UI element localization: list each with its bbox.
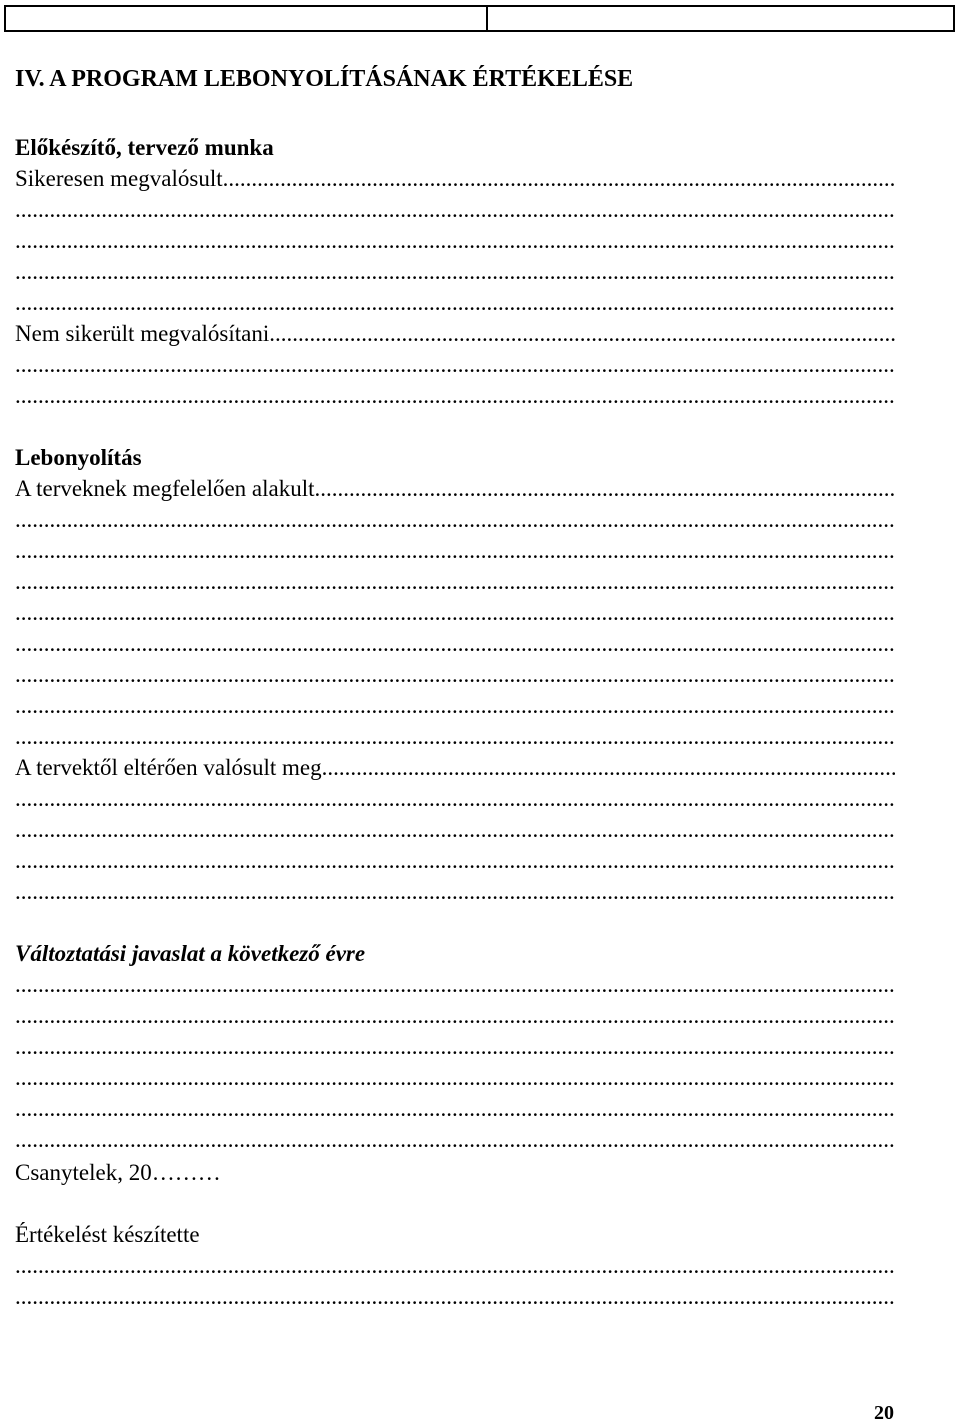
dotted-line[interactable] xyxy=(15,225,895,256)
dotted-line[interactable] xyxy=(15,628,895,659)
suggestion-heading: Változtatási javaslat a következő évre xyxy=(15,941,366,966)
dotted-fill xyxy=(322,752,895,783)
signature-line[interactable] xyxy=(15,1250,895,1281)
header-cell-right xyxy=(488,7,953,30)
dotted-line[interactable] xyxy=(15,535,895,566)
dotted-line[interactable] xyxy=(15,876,895,907)
dotted-line[interactable] xyxy=(15,504,895,535)
prep-success-field[interactable] xyxy=(15,163,895,194)
dotted-line[interactable] xyxy=(15,845,895,876)
dotted-line[interactable] xyxy=(15,690,895,721)
header-cell-left xyxy=(6,7,488,30)
dotted-line[interactable] xyxy=(15,566,895,597)
signature-line[interactable] xyxy=(15,1281,895,1312)
dotted-line[interactable] xyxy=(15,969,895,1000)
dotted-line[interactable] xyxy=(15,814,895,845)
deviated-field[interactable] xyxy=(15,752,895,783)
dotted-fill xyxy=(223,163,895,194)
dotted-line[interactable] xyxy=(15,597,895,628)
as-planned-label: A terveknek megfelelően alakult xyxy=(15,476,315,501)
dotted-line[interactable] xyxy=(15,194,895,225)
dotted-fill xyxy=(269,318,895,349)
place-date[interactable]: Csanytelek, 20……… xyxy=(15,1160,221,1185)
as-planned-field[interactable] xyxy=(15,473,895,504)
evaluation-form xyxy=(15,60,895,1312)
dotted-line[interactable] xyxy=(15,721,895,752)
dotted-line[interactable] xyxy=(15,1000,895,1031)
prep-success-label: Sikeresen megvalósult xyxy=(15,166,223,191)
dotted-line[interactable] xyxy=(15,1093,895,1124)
header-table xyxy=(4,5,955,32)
prep-fail-field[interactable] xyxy=(15,318,895,349)
evaluator-label: Értékelést készítette xyxy=(15,1222,200,1247)
dotted-line[interactable] xyxy=(15,1031,895,1062)
dotted-line[interactable] xyxy=(15,1124,895,1155)
dotted-line[interactable] xyxy=(15,349,895,380)
dotted-line[interactable] xyxy=(15,256,895,287)
execution-heading: Lebonyolítás xyxy=(15,445,142,470)
dotted-line[interactable] xyxy=(15,783,895,814)
dotted-line[interactable] xyxy=(15,1062,895,1093)
deviated-label: A tervektől eltérően valósult meg xyxy=(15,755,322,780)
dotted-line[interactable] xyxy=(15,287,895,318)
section-title: IV. A PROGRAM LEBONYOLÍTÁSÁNAK ÉRTÉKELÉSE xyxy=(15,66,634,92)
page-number: 20 xyxy=(874,1402,894,1424)
dotted-line[interactable] xyxy=(15,380,895,411)
dotted-fill xyxy=(315,473,895,504)
dotted-line[interactable] xyxy=(15,659,895,690)
prep-heading: Előkészítő, tervező munka xyxy=(15,135,274,160)
prep-fail-label: Nem sikerült megvalósítani xyxy=(15,321,270,346)
